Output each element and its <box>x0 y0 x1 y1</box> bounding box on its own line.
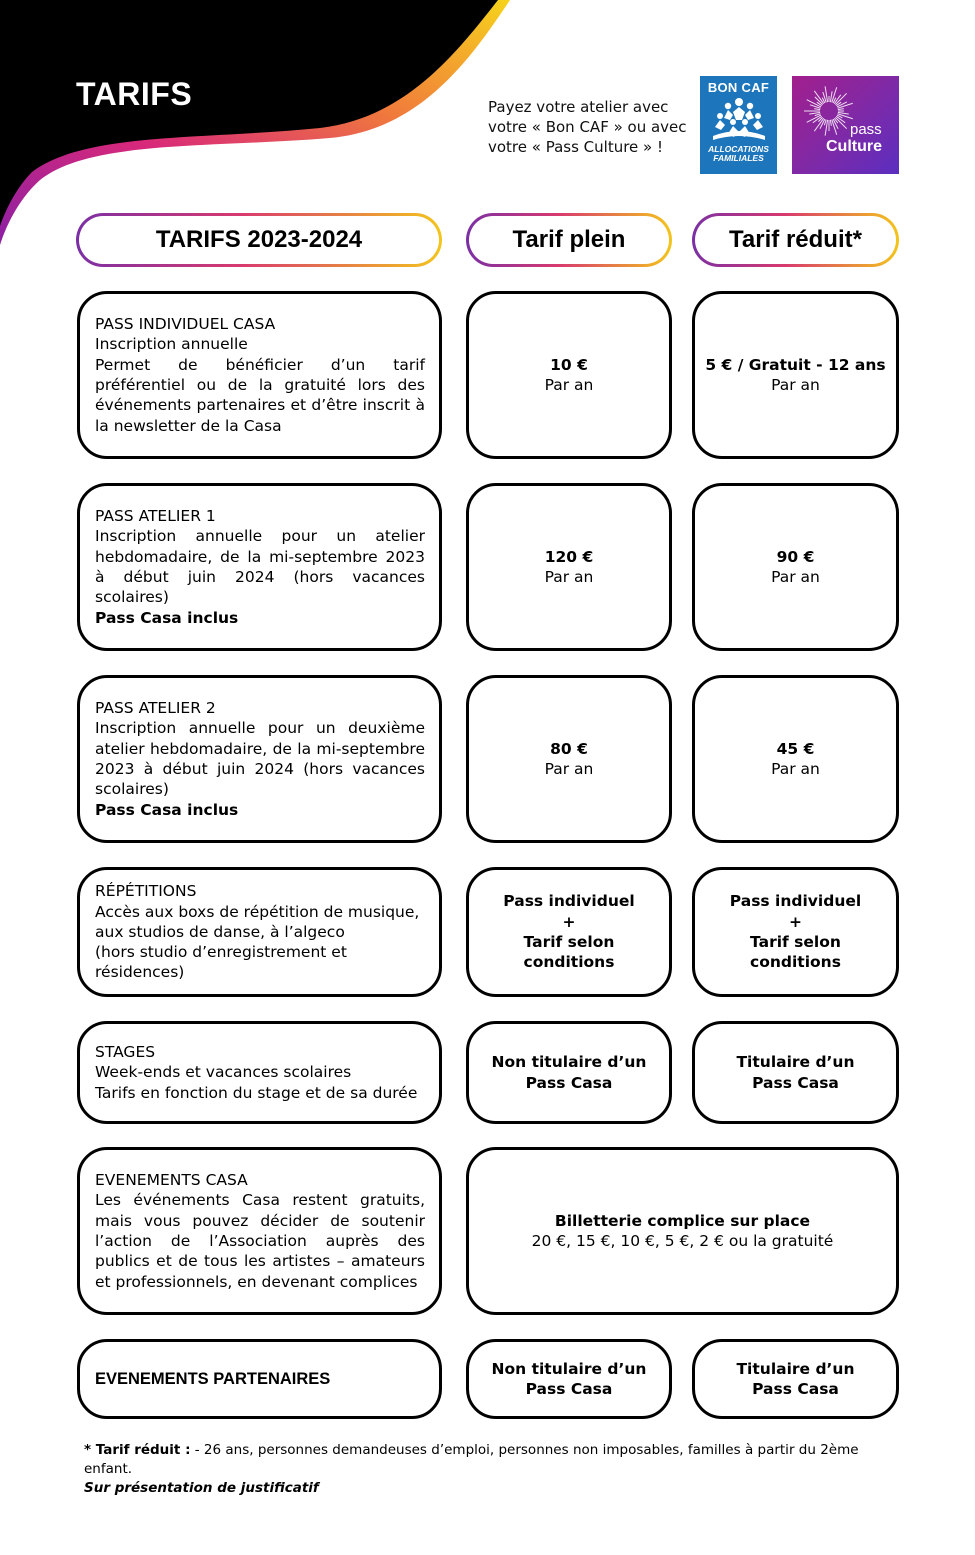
footnote-label: * Tarif réduit : <box>84 1442 191 1458</box>
price-value: 45 € <box>776 739 815 758</box>
row-line: Inscription annuelle <box>95 335 248 354</box>
payment-note: Payez votre atelier avec votre « Bon CAF » ou avec votre « Pass Culture » ! <box>488 98 687 156</box>
column-header-reduit <box>692 213 899 267</box>
price-conditions: Pass individuel + Tarif selon conditions <box>503 892 635 972</box>
price-conditions: Titulaire d’un Pass Casa <box>736 1359 855 1398</box>
pass-logo-line2: Culture <box>826 138 882 155</box>
row-repetitions-description <box>77 867 442 997</box>
row-stages-description <box>77 1021 442 1124</box>
row-pass-atelier-2-plein <box>466 675 672 843</box>
price-value: 10 € <box>550 355 588 374</box>
row-evenements-partenaires-reduit <box>692 1339 899 1419</box>
price-value: 5 € / Gratuit - 12 ans <box>705 355 886 374</box>
row-evenements-partenaires-plein <box>466 1339 672 1419</box>
pass-culture-logo <box>792 76 899 174</box>
column-header-reduit-label: Tarif réduit* <box>695 216 896 264</box>
row-evenements-casa-description <box>77 1147 442 1315</box>
row-stages-reduit <box>692 1021 899 1124</box>
price-value: 120 € <box>544 547 594 566</box>
row-evenements-casa-tarif <box>466 1147 899 1315</box>
page-title: TARIFS <box>76 76 193 112</box>
footnote-italic: Sur présentation de justificatif <box>84 1480 319 1496</box>
row-title: STAGES <box>95 1043 156 1062</box>
row-pass-atelier-1-reduit <box>692 483 899 651</box>
row-repetitions-reduit <box>692 867 899 997</box>
row-title: PASS INDIVIDUEL CASA <box>95 315 276 334</box>
column-header-title <box>76 213 442 267</box>
row-pass-individuel-reduit <box>692 291 899 459</box>
column-header-plein <box>466 213 672 267</box>
row-evenements-partenaires-description <box>77 1339 442 1419</box>
price-conditions: Non titulaire d’un Pass Casa <box>491 1053 647 1092</box>
price-unit: Par an <box>544 376 594 394</box>
row-pass-atelier-1-plein <box>466 483 672 651</box>
price-unit: Par an <box>771 376 820 394</box>
column-header-plein-label: Tarif plein <box>469 216 669 264</box>
row-line: (hors studio d’enregistrement et résidences) <box>95 943 347 982</box>
footnote-text: - 26 ans, personnes demandeuses d’emploi, personnes non imposables, familles à partir du 2ème enfant. <box>84 1442 859 1477</box>
price-unit: Par an <box>771 760 820 778</box>
row-line: Week-ends et vacances scolaires <box>95 1063 352 1082</box>
pass-logo-line1: pass <box>850 121 882 138</box>
row-line: Permet de bénéficier d’un tarif préférentiel ou de la gratuité lors des événements partenaires et d’être inscrit à la newsletter de la Casa <box>95 355 425 435</box>
price-conditions: Pass individuel + Tarif selon conditions <box>729 892 862 972</box>
caf-logo-line2: FAMILIALES <box>713 153 764 163</box>
row-bold-line: Pass Casa inclus <box>95 800 239 819</box>
row-pass-atelier-2-reduit <box>692 675 899 843</box>
price-value: 90 € <box>776 547 815 566</box>
row-title: EVENEMENTS CASA <box>95 1171 248 1190</box>
price-unit: Par an <box>544 760 594 778</box>
row-pass-individuel-description <box>77 291 442 459</box>
caf-logo-title: BON CAF <box>707 80 770 95</box>
row-title: PASS ATELIER 1 <box>95 507 216 526</box>
price-unit: Par an <box>544 568 594 586</box>
price-conditions: Non titulaire d’un Pass Casa <box>491 1359 647 1398</box>
bon-caf-logo <box>700 76 777 174</box>
family-figures-icon <box>709 96 769 144</box>
row-line: Inscription annuelle pour un atelier hebdomadaire, de la mi-septembre 2023 à début juin 2024 (hors vacances scolaires) <box>95 527 425 607</box>
row-line: Accès aux boxs de répétition de musique, aux studios de danse, à l’algeco <box>95 902 420 941</box>
row-title: EVENEMENTS PARTENAIRES <box>95 1369 331 1388</box>
column-header-title-label: TARIFS 2023-2024 <box>79 216 439 264</box>
row-pass-atelier-2-description <box>77 675 442 843</box>
row-repetitions-plein <box>466 867 672 997</box>
row-line: Les événements Casa restent gratuits, mais vous pouvez décider de soutenir l’action de l’Association auprès des publics et de tous les artistes – amateurs et professionnels, en devenant complices <box>95 1191 425 1291</box>
row-bold-line: Pass Casa inclus <box>95 608 239 627</box>
row-pass-individuel-plein <box>466 291 672 459</box>
caf-logo-subtitle <box>700 145 777 163</box>
price-conditions: Titulaire d’un Pass Casa <box>736 1053 855 1092</box>
merged-price-title: Billetterie complice sur place <box>554 1211 811 1230</box>
row-title: PASS ATELIER 2 <box>95 699 216 718</box>
row-pass-atelier-1-description <box>77 483 442 651</box>
merged-price-text: 20 €, 15 €, 10 €, 5 €, 2 € ou la gratuité <box>531 1232 834 1250</box>
price-unit: Par an <box>771 568 820 586</box>
row-stages-plein <box>466 1021 672 1124</box>
row-line: Inscription annuelle pour un deuxième atelier hebdomadaire, de la mi-septembre 2023 à début juin 2024 (hors vacances scolaires) <box>95 719 425 799</box>
row-title: RÉPÉTITIONS <box>95 882 197 901</box>
caf-logo-line1: ALLOCATIONS <box>708 144 769 154</box>
footnote <box>84 1441 904 1498</box>
row-line: Tarifs en fonction du stage et de sa durée <box>95 1083 418 1102</box>
price-value: 80 € <box>550 739 588 758</box>
